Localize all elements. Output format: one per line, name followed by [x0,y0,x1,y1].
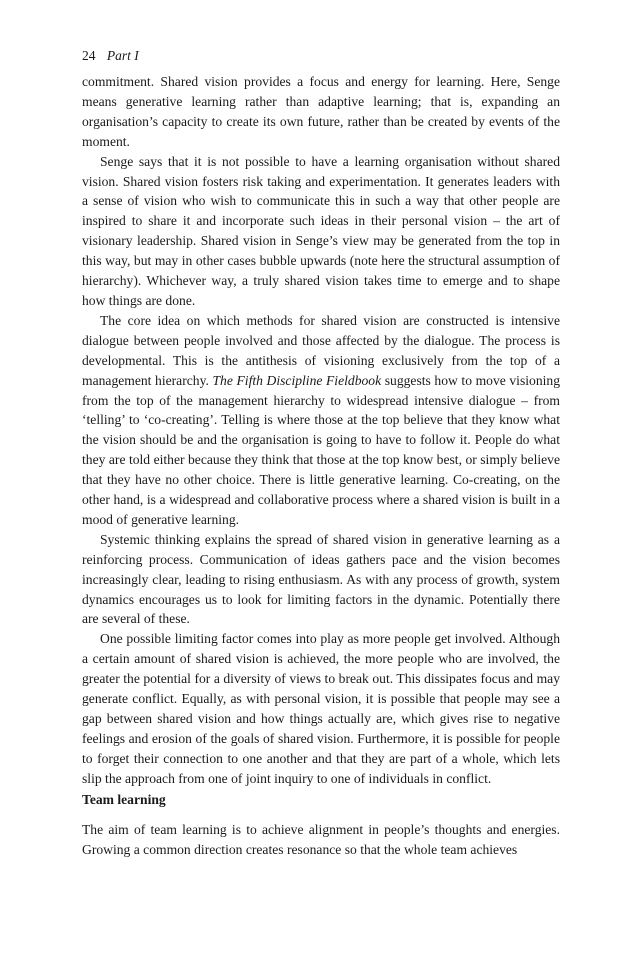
paragraph: The aim of team learning is to achieve alignment in people’s thoughts and energies. Growing a common direction creates resonance so that the whole team achieves [82,822,560,857]
paragraph [82,311,560,530]
paragraph-text: The core idea on which methods for shared vision are constructed is intensive dialogue between people involved and those affected by the dialogue. The process is developmental. This is the antithesis of visioning exclusively from the top of a management hierarchy. [82,312,560,388]
part-label: Part I [106,48,139,63]
book-title: The Fifth Discipline Fieldbook [212,372,382,388]
paragraph: Systemic thinking explains the spread of shared vision in generative learning as a reinforcing process. Communication of ideas gathers pace and the vision becomes increasingly clear, leading to rising enthusiasm. As with any process of growth, system dynamics encourages us to look for limiting factors in the dynamic. Potentially there are several of these. [82,531,560,627]
section-heading: Team learning [82,792,166,807]
page-number: 24 [82,48,96,63]
paragraph-text: suggests how to move visioning from the top of the management hierarchy to widespread intensive dialogue – from ‘telling’ to ‘co-creating’. Telling is where those at the top believe that they know what the vision should be and the organisation is going to have to follow it. People do what they are told either because they think that those at the top know best, or simply believe that they have no other choice. There is little generative learning. Co-creating, on the other hand, is a widespread and collaborative process where a shared vision is built in a mood of generative learning. [82,372,560,527]
running-header [82,48,139,64]
section-text [82,820,560,860]
paragraph: Senge says that it is not possible to have a learning organisation without shared vision. Shared vision fosters risk taking and experimentation. It generates leaders with a sense of vision who wish to communicate this in such a way that other people are inspired to share it and incorporate such ideas in their personal vision – the art of visionary leadership. Shared vision in Senge’s view may be generated from the top in this way, but may in other cases bubble upwards (note here the structural assumption of hierarchy). Whichever way, a truly shared vision takes time to emerge and to shape how things are done. [82,153,560,308]
main-text [82,72,560,789]
paragraph: One possible limiting factor comes into play as more people get involved. Although a certain amount of shared vision is achieved, the more people who are involved, the greater the potential for a diversity of views to break out. This dissipates focus and may generate conflict. Equally, as with personal vision, it is possible that people may see a gap between shared vision and how things actually are, which gives rise to negative feelings and erosion of the goals of shared vision. Furthermore, it is possible for people to forget their connection to one another and that they are part of a whole, which lets slip the approach from one of joint inquiry to one of individuals in conflict. [82,631,560,786]
paragraph: commitment. Shared vision provides a focus and energy for learning. Here, Senge means generative learning rather than adaptive learning; that is, expanding an organisation’s capacity to create its own future, rather than be created by events of the moment. [82,74,560,149]
